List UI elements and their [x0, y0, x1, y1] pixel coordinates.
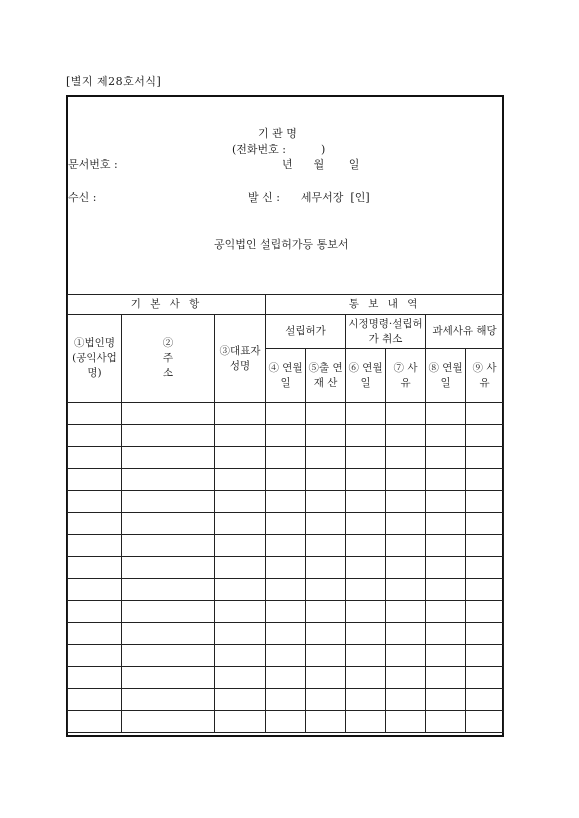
table-cell[interactable] [122, 623, 215, 645]
column-tax-date: ⑧ 연월일 [426, 349, 466, 403]
table-cell[interactable] [122, 645, 215, 667]
table-cell[interactable] [386, 491, 426, 513]
table-cell[interactable] [426, 403, 466, 425]
table-row [68, 403, 504, 425]
agency-name: 기 관 명 [258, 127, 297, 140]
table-cell[interactable] [266, 689, 306, 711]
table-cell[interactable] [215, 623, 266, 645]
table-cell[interactable] [215, 447, 266, 469]
table-cell[interactable] [386, 689, 426, 711]
table-cell[interactable] [122, 579, 215, 601]
table-cell[interactable] [466, 535, 504, 557]
table-cell[interactable] [386, 623, 426, 645]
table-cell[interactable] [346, 491, 386, 513]
table-cell[interactable] [346, 645, 386, 667]
table-cell[interactable] [306, 667, 346, 689]
table-cell[interactable] [426, 645, 466, 667]
table-cell[interactable] [215, 403, 266, 425]
table-cell[interactable] [386, 425, 426, 447]
table-cell[interactable] [122, 469, 215, 491]
table-cell[interactable] [266, 557, 306, 579]
table-cell[interactable] [466, 601, 504, 623]
table-cell[interactable] [266, 403, 306, 425]
table-cell[interactable] [386, 667, 426, 689]
table-cell[interactable] [346, 403, 386, 425]
table-cell[interactable] [386, 469, 426, 491]
table-cell[interactable] [215, 557, 266, 579]
table-cell[interactable] [466, 645, 504, 667]
table-cell[interactable] [68, 689, 122, 711]
table-row [68, 469, 504, 491]
table-cell[interactable] [386, 601, 426, 623]
table-cell[interactable] [215, 535, 266, 557]
table-cell[interactable] [68, 557, 122, 579]
table-cell[interactable] [266, 535, 306, 557]
table-cell[interactable] [68, 513, 122, 535]
table-cell[interactable] [346, 667, 386, 689]
table-cell[interactable] [346, 689, 386, 711]
table-cell[interactable] [346, 557, 386, 579]
table-cell[interactable] [426, 601, 466, 623]
table-cell[interactable] [426, 623, 466, 645]
recipient-label: 수신 : [68, 191, 97, 204]
table-cell[interactable] [346, 425, 386, 447]
table-cell[interactable] [306, 711, 346, 733]
table-cell[interactable] [306, 557, 346, 579]
table-cell[interactable] [426, 667, 466, 689]
table-cell[interactable] [346, 447, 386, 469]
table-cell[interactable] [466, 689, 504, 711]
table-cell[interactable] [466, 403, 504, 425]
document-title: 공익법인 설립허가등 통보서 [214, 238, 349, 251]
table-cell[interactable] [306, 491, 346, 513]
table-cell[interactable] [306, 623, 346, 645]
table-cell[interactable] [68, 425, 122, 447]
table-cell[interactable] [386, 579, 426, 601]
table-cell[interactable] [426, 535, 466, 557]
table-cell[interactable] [306, 601, 346, 623]
table-cell[interactable] [122, 601, 215, 623]
document-frame [66, 95, 504, 737]
table-row [68, 579, 504, 601]
column-permit-date: ④ 연월일 [266, 349, 306, 403]
table-cell[interactable] [306, 689, 346, 711]
table-row [68, 513, 504, 535]
table-cell[interactable] [215, 601, 266, 623]
table-cell[interactable] [215, 579, 266, 601]
table-row [68, 711, 504, 733]
table-cell[interactable] [306, 535, 346, 557]
table-cell[interactable] [68, 601, 122, 623]
table-cell[interactable] [266, 425, 306, 447]
table-cell[interactable] [215, 711, 266, 733]
table-cell[interactable] [466, 469, 504, 491]
table-cell[interactable] [426, 491, 466, 513]
notification-table [67, 294, 504, 733]
table-cell[interactable] [122, 447, 215, 469]
table-cell[interactable] [306, 513, 346, 535]
column-cancel-reason: ⑦ 사 유 [386, 349, 426, 403]
table-cell[interactable] [466, 513, 504, 535]
column-corporation-name: ①법인명 (공익사업명) [68, 315, 122, 403]
column-representative: ③대표자 성명 [215, 315, 266, 403]
table-cell[interactable] [306, 425, 346, 447]
table-row [68, 689, 504, 711]
table-cell[interactable] [266, 469, 306, 491]
table-cell[interactable] [266, 711, 306, 733]
column-cancel-date: ⑥ 연월일 [346, 349, 386, 403]
table-row [68, 557, 504, 579]
table-row [68, 623, 504, 645]
table-cell[interactable] [68, 645, 122, 667]
table-cell[interactable] [68, 491, 122, 513]
table-cell[interactable] [386, 711, 426, 733]
table-cell[interactable] [426, 711, 466, 733]
table-cell[interactable] [266, 601, 306, 623]
table-cell[interactable] [122, 667, 215, 689]
subheader-taxation-reason: 과세사유 해당 [426, 315, 504, 349]
table-cell[interactable] [122, 491, 215, 513]
table-cell[interactable] [466, 579, 504, 601]
table-cell[interactable] [346, 513, 386, 535]
table-cell[interactable] [426, 513, 466, 535]
table-cell[interactable] [215, 667, 266, 689]
subheader-correction-cancellation: 시정명령·설립허가 취소 [346, 315, 426, 349]
table-row [68, 425, 504, 447]
table-cell[interactable] [466, 557, 504, 579]
table-cell[interactable] [122, 711, 215, 733]
table-cell[interactable] [346, 579, 386, 601]
table-cell[interactable] [68, 623, 122, 645]
column-contributed-property: ⑤출 연 재 산 [306, 349, 346, 403]
table-cell[interactable] [466, 447, 504, 469]
column-address: ② 주소 [122, 315, 215, 403]
table-cell[interactable] [68, 535, 122, 557]
table-cell[interactable] [346, 535, 386, 557]
table-cell[interactable] [426, 557, 466, 579]
table-cell[interactable] [346, 711, 386, 733]
table-cell[interactable] [68, 469, 122, 491]
table-cell[interactable] [346, 469, 386, 491]
table-cell[interactable] [266, 623, 306, 645]
table-cell[interactable] [426, 447, 466, 469]
table-cell[interactable] [266, 579, 306, 601]
table-row [68, 645, 504, 667]
table-cell[interactable] [466, 667, 504, 689]
subheader-establishment-permit: 설립허가 [266, 315, 346, 349]
table-cell[interactable] [68, 447, 122, 469]
document-header [68, 97, 502, 295]
table-cell[interactable] [266, 513, 306, 535]
table-cell[interactable] [122, 535, 215, 557]
table-cell[interactable] [306, 447, 346, 469]
table-cell[interactable] [426, 579, 466, 601]
table-cell[interactable] [386, 557, 426, 579]
table-cell[interactable] [215, 491, 266, 513]
sender-label: 발 신 : 세무서장 [인] [248, 191, 370, 204]
table-cell[interactable] [266, 667, 306, 689]
table-cell[interactable] [306, 403, 346, 425]
table-cell[interactable] [426, 469, 466, 491]
table-row [68, 535, 504, 557]
table-cell[interactable] [386, 403, 426, 425]
table-cell[interactable] [122, 513, 215, 535]
table-cell[interactable] [306, 469, 346, 491]
table-cell[interactable] [466, 491, 504, 513]
table-cell[interactable] [306, 579, 346, 601]
table-cell[interactable] [122, 689, 215, 711]
table-cell[interactable] [122, 403, 215, 425]
table-cell[interactable] [68, 711, 122, 733]
document-number-label: 문서번호 : [68, 158, 118, 171]
table-cell[interactable] [68, 579, 122, 601]
notice-detail-group-header: 통 보 내 역 [266, 295, 504, 315]
table-cell[interactable] [122, 557, 215, 579]
table-cell[interactable] [346, 601, 386, 623]
table-cell[interactable] [386, 535, 426, 557]
table-cell[interactable] [215, 645, 266, 667]
document-date: 년 월 일 [282, 158, 360, 171]
column-tax-reason: ⑨ 사 유 [466, 349, 504, 403]
table-cell[interactable] [266, 645, 306, 667]
table-cell[interactable] [215, 425, 266, 447]
table-cell[interactable] [466, 623, 504, 645]
table-cell[interactable] [215, 689, 266, 711]
table-row [68, 667, 504, 689]
table-cell[interactable] [215, 469, 266, 491]
table-cell[interactable] [466, 711, 504, 733]
table-cell[interactable] [386, 513, 426, 535]
table-cell[interactable] [386, 447, 426, 469]
table-cell[interactable] [346, 623, 386, 645]
table-cell[interactable] [68, 403, 122, 425]
phone-number: (전화번호 : ) [232, 143, 326, 156]
table-cell[interactable] [215, 513, 266, 535]
table-cell[interactable] [466, 425, 504, 447]
table-cell[interactable] [386, 645, 426, 667]
table-cell[interactable] [306, 645, 346, 667]
table-cell[interactable] [68, 667, 122, 689]
basic-info-group-header: 기 본 사 항 [68, 295, 266, 315]
table-cell[interactable] [122, 425, 215, 447]
table-cell[interactable] [266, 447, 306, 469]
table-row [68, 601, 504, 623]
table-row [68, 447, 504, 469]
form-number-label: [별지 제28호서식] [66, 75, 162, 88]
table-cell[interactable] [426, 689, 466, 711]
table-body [68, 403, 504, 733]
table-cell[interactable] [426, 425, 466, 447]
table-cell[interactable] [266, 491, 306, 513]
table-row [68, 491, 504, 513]
